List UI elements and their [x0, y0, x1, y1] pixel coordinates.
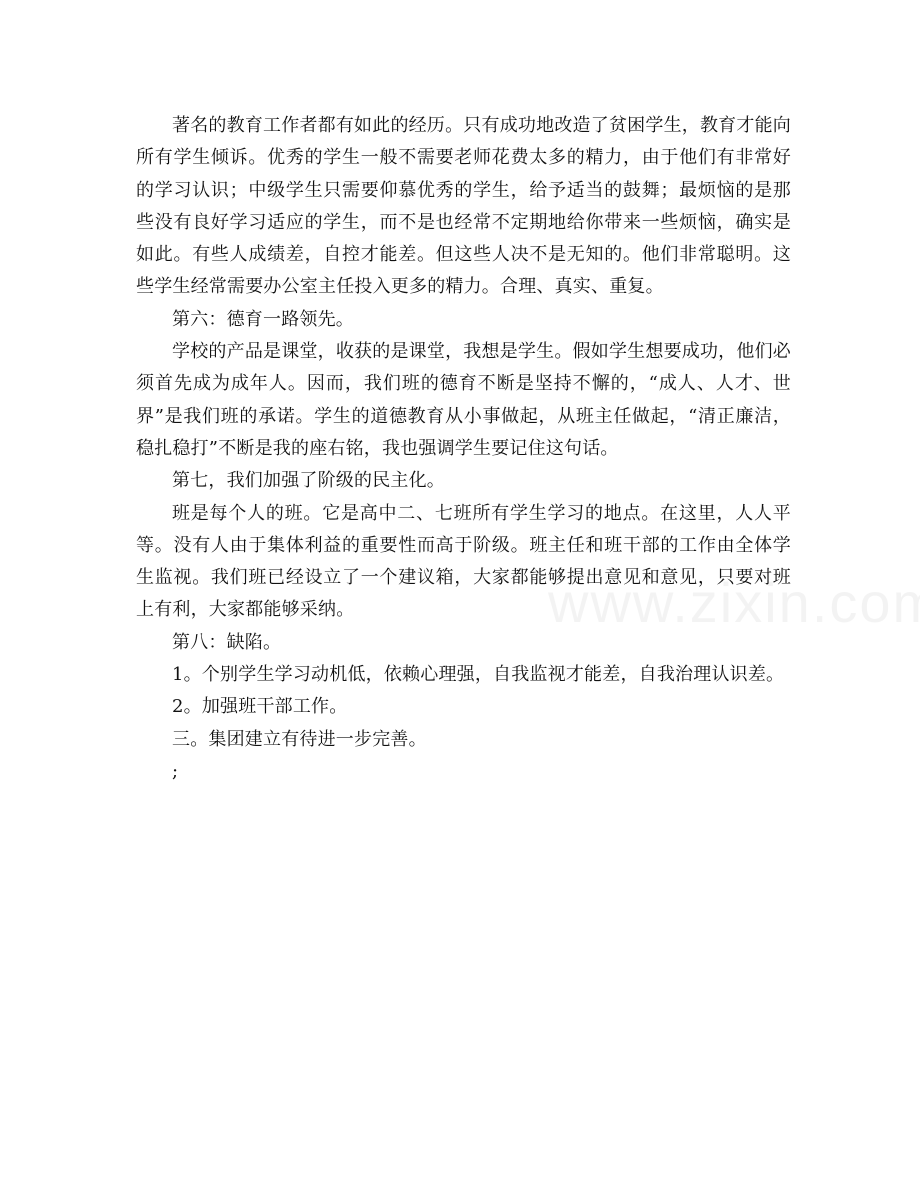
watermark-text — [548, 570, 920, 635]
paragraph-class-democracy: 班是每个人的班。它是高中二、七班所有学生学习的地点。在这里，人人平等。没有人由于集体利益的重要性而高于阶级。班主任和班干部的工作由全体学生监视。我们班已经设立了一个建议箱，大家都能够提出意见和意见，只要对班上有利，大家都能够采纳。 — [136, 502, 791, 621]
paragraph-intro: 著名的教育工作者都有如此的经历。只有成功地改造了贫困学生，教育才能向所有学生倾诉。优秀的学生一般不需要老师花费太多的精力，由于他们有非常好的学习认识；中级学生只需要仰慕优秀的学生，给予适当的鼓舞；最烦恼的是那些没有良好学习适应的学生，而不是也经常不定期地给你带来一些烦恼，确实是如此。有些人成绩差，自控才能差。但这些人决不是无知的。他们非常聪明。这些学生经常需要办公室主任投入更多的精力。合理、真实、重复。 — [136, 115, 791, 298]
list-item-1: 1。个别学生学习动机低，依赖心理强，自我监视才能差，自我治理认识差。 — [172, 664, 785, 686]
list-item-3: 三。集团建立有待进一步完善。 — [172, 728, 427, 750]
trailing-semicolon: ; — [172, 760, 179, 782]
heading-section-eight: 第八：缺陷。 — [172, 631, 282, 653]
heading-section-seven: 第七，我们加强了阶级的民主化。 — [172, 470, 445, 492]
paragraph-moral-education: 学校的产品是课堂，收获的是课堂，我想是学生。假如学生想要成功，他们必须首先成为成年人。因而，我们班的德育不断是坚持不懈的，“成人、人才、世界”是我们班的承诺。学生的道德教育从小事做起，从班主任做起，“清正廉洁，稳扎稳打”不断是我的座右铭，我也强调学生要记住这句话。 — [136, 341, 791, 459]
list-item-2: 2。加强班干部工作。 — [172, 696, 348, 718]
document-body — [136, 110, 791, 788]
heading-section-six: 第六：德育一路领先。 — [172, 308, 354, 330]
